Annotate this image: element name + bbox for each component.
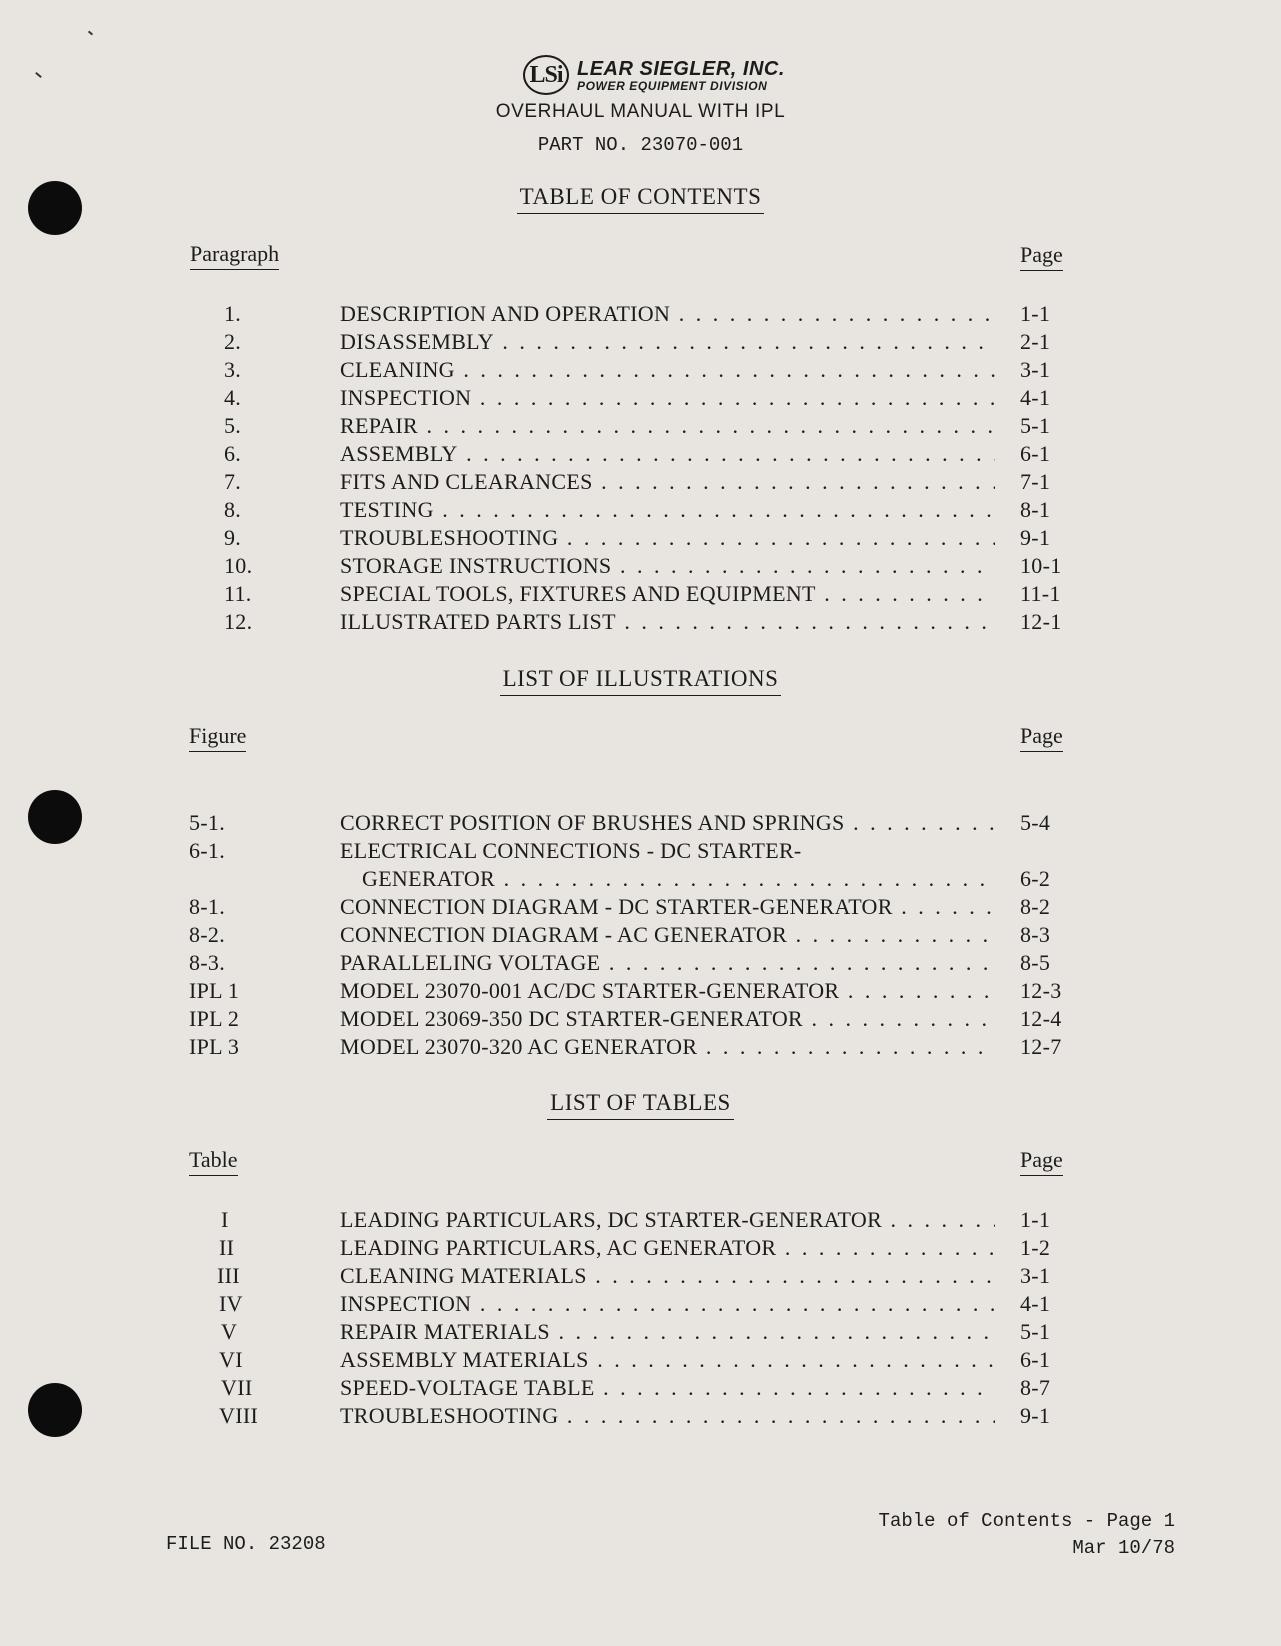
toc-entry[interactable]: 12. ILLUSTRATED PARTS LIST . . . 12-1	[0, 608, 1281, 636]
footer-date: Mar 10/78	[1072, 1537, 1175, 1559]
illustration-entry[interactable]: IPL 3 MODEL 23070-320 AC GENERATOR . . . 12-7	[0, 1033, 1281, 1061]
illustration-entry[interactable]: 8-2. CONNECTION DIAGRAM - AC GENERATOR . . . 8-3	[0, 921, 1281, 949]
manual-title: OVERHAUL MANUAL WITH IPL	[495, 101, 786, 122]
illustrations-page-label: Page	[1020, 724, 1063, 752]
toc-entry[interactable]: 3. CLEANING . . . 3-1	[0, 356, 1281, 384]
illustration-entry[interactable]: 5-1. CORRECT POSITION OF BRUSHES AND SPRINGS . . . 5-4	[0, 809, 1281, 837]
toc-entry[interactable]: 9. TROUBLESHOOTING . . . 9-1	[0, 524, 1281, 552]
toc-entry[interactable]: 8. TESTING . . . 8-1	[0, 496, 1281, 524]
tables-heading: LIST OF TABLES	[0, 1090, 1281, 1120]
footer-page-label: Table of Contents - Page 1	[878, 1510, 1175, 1532]
table-entry[interactable]: III CLEANING MATERIALS . . . 3-1	[0, 1262, 1281, 1290]
division-name: POWER EQUIPMENT DIVISION	[577, 78, 768, 93]
toc-entry[interactable]: 1. DESCRIPTION AND OPERATION . . . 1-1	[0, 300, 1281, 328]
toc-entry[interactable]: 4. INSPECTION . . . 4-1	[0, 384, 1281, 412]
tables-table-label: Table	[189, 1148, 238, 1176]
toc-heading: TABLE OF CONTENTS	[0, 184, 1281, 214]
scan-speck	[88, 31, 93, 36]
illustrations-heading: LIST OF ILLUSTRATIONS	[0, 666, 1281, 696]
company-name: LEAR SIEGLER, INC.	[577, 57, 785, 80]
logo-badge: LSi	[523, 55, 569, 95]
illustration-entry-continued[interactable]: GENERATOR . . . 6-2	[0, 865, 1281, 893]
scan-speck	[35, 72, 42, 78]
company-logo	[523, 52, 785, 98]
part-number: PART NO. 23070-001	[537, 134, 744, 156]
illustrations-figure-label: Figure	[189, 724, 246, 752]
toc-entry[interactable]: 2. DISASSEMBLY . . . 2-1	[0, 328, 1281, 356]
table-entry[interactable]: V REPAIR MATERIALS . . . 5-1	[0, 1318, 1281, 1346]
tables-page-label: Page	[1020, 1148, 1063, 1176]
toc-page-label: Page	[1020, 243, 1063, 271]
toc-entry[interactable]: 5. REPAIR . . . 5-1	[0, 412, 1281, 440]
illustration-entry[interactable]: 6-1. ELECTRICAL CONNECTIONS - DC STARTER-	[189, 838, 802, 863]
table-entry[interactable]: I LEADING PARTICULARS, DC STARTER-GENERATOR . . . 1-1	[0, 1206, 1281, 1234]
table-entry[interactable]: VI ASSEMBLY MATERIALS . . . 6-1	[0, 1346, 1281, 1374]
file-number: FILE NO. 23208	[166, 1533, 326, 1555]
table-entry[interactable]: VIII TROUBLESHOOTING . . . 9-1	[0, 1402, 1281, 1430]
toc-entry[interactable]: 7. FITS AND CLEARANCES . . . 7-1	[0, 468, 1281, 496]
illustration-entry[interactable]: IPL 2 MODEL 23069-350 DC STARTER-GENERATOR . . . 12-4	[0, 1005, 1281, 1033]
toc-paragraph-label: Paragraph	[190, 242, 279, 270]
table-entry[interactable]: II LEADING PARTICULARS, AC GENERATOR . . . 1-2	[0, 1234, 1281, 1262]
table-entry[interactable]: IV INSPECTION . . . 4-1	[0, 1290, 1281, 1318]
toc-entry[interactable]: 6. ASSEMBLY . . . 6-1	[0, 440, 1281, 468]
toc-entry[interactable]: 11. SPECIAL TOOLS, FIXTURES AND EQUIPMENT . . . 11-1	[0, 580, 1281, 608]
toc-entry[interactable]: 10. STORAGE INSTRUCTIONS . . . 10-1	[0, 552, 1281, 580]
illustration-entry[interactable]: 8-3. PARALLELING VOLTAGE . . . 8-5	[0, 949, 1281, 977]
illustration-entry[interactable]: 8-1. CONNECTION DIAGRAM - DC STARTER-GENERATOR . . . 8-2	[0, 893, 1281, 921]
illustration-entry[interactable]: IPL 1 MODEL 23070-001 AC/DC STARTER-GENERATOR . . . 12-3	[0, 977, 1281, 1005]
table-entry[interactable]: VII SPEED-VOLTAGE TABLE . . . 8-7	[0, 1374, 1281, 1402]
